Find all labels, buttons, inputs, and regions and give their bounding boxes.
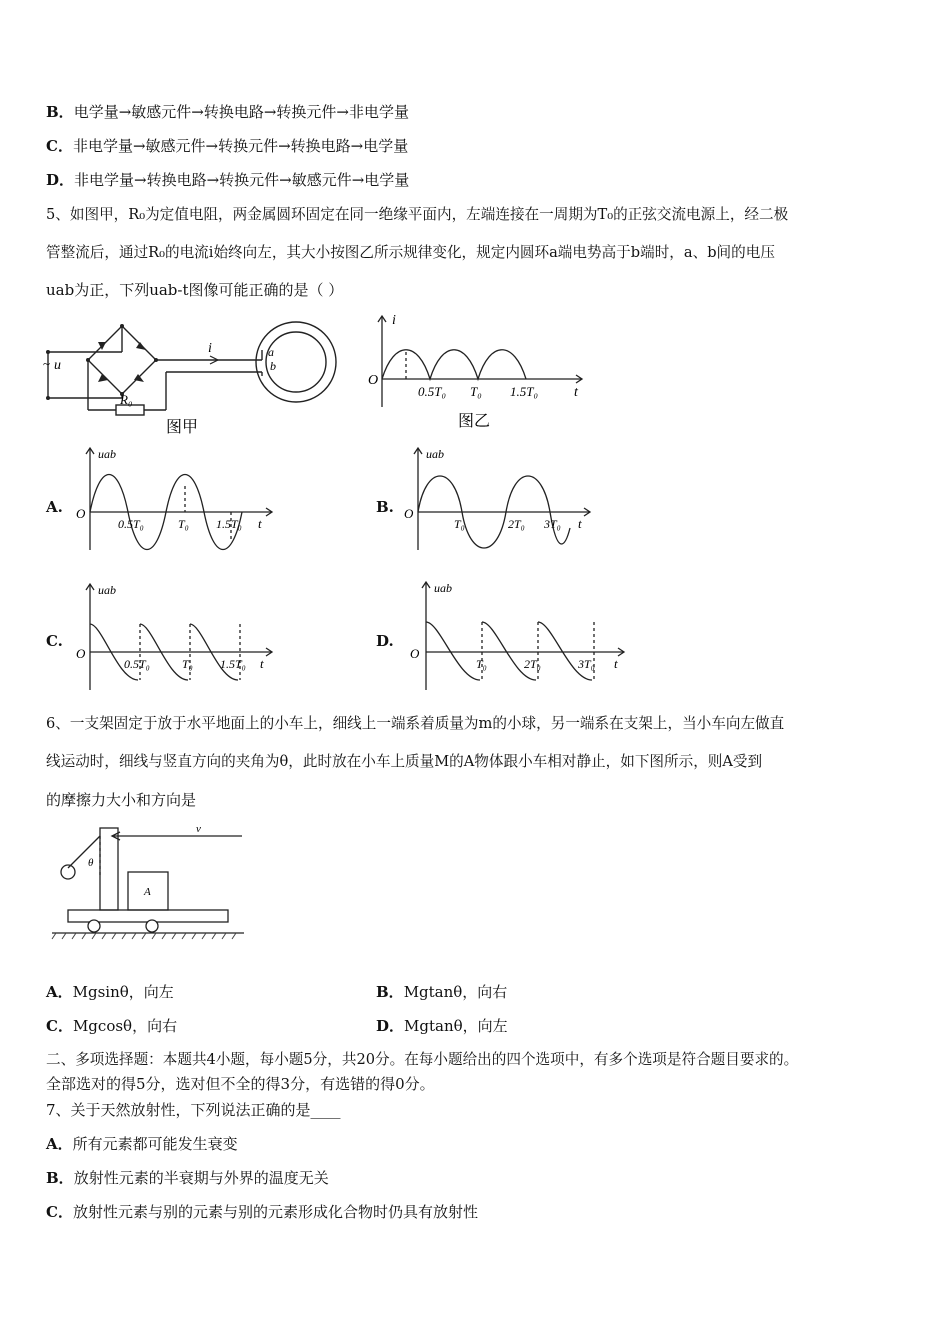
option-label: A． [46, 1135, 73, 1153]
option-text: 电学量→敏感元件→转换电路→转换元件→非电学量 [73, 103, 409, 121]
q5-option-c-label: C. [46, 632, 63, 650]
q6-stem-line2: 线运动时，细线与竖直方向的夹角为θ，此时放在小车上质量M的A物体跟小车相对静止，如下图所示，则A受到 [46, 753, 763, 770]
q5-stem-line3: uab为正，下列uab-t图像可能正确的是（ ） [46, 281, 344, 299]
option-text: 放射性元素与别的元素与别的元素形成化合物时仍具有放射性 [72, 1203, 478, 1221]
origin-label: O [404, 506, 414, 521]
q5-option-b-label: B. [376, 498, 394, 516]
option-text: Mgsinθ，向左 [72, 983, 174, 1001]
tick-label: 1.5T₀ [220, 657, 246, 671]
q5-option-a-label: A. [46, 498, 63, 516]
y-axis-label: uab [98, 583, 116, 597]
tick-label: T₀ [476, 657, 487, 671]
q5-stem-line1: 5、如图甲，R₀为定值电阻，两金属圆环固定在同一绝缘平面内，左端连接在一周期为T₀的正弦交流电源上，经二极 [46, 206, 789, 223]
section2-line1: 二、多项选择题：本题共4小题，每小题5分，共20分。在每小题给出的四个选项中，有多个选项是符合题目要求的。 [46, 1051, 799, 1068]
option-label: C． [46, 1017, 73, 1035]
figure-caption-yi: 图乙 [458, 413, 491, 430]
q4-option-c [46, 136, 408, 156]
terminal-a-label: a [268, 345, 274, 359]
block-a-label: A [144, 886, 151, 898]
q5-option-c-graph [72, 580, 282, 692]
q5-option-b-graph [400, 444, 600, 554]
x-axis-label: t [258, 516, 262, 531]
resistor-label: R₀ [120, 392, 133, 407]
option-text: 非电学量→敏感元件→转换元件→转换电路→电学量 [72, 137, 409, 155]
tick-label: 0.5T₀ [418, 384, 446, 399]
tick-label: 1.5T₀ [216, 517, 242, 531]
q4-option-b [46, 102, 409, 122]
figure-jia-circuit [40, 312, 340, 438]
q6-stem-line3: 的摩擦力大小和方向是 [46, 791, 197, 809]
q7-option-c [46, 1202, 478, 1222]
q6-cart-figure [48, 820, 248, 942]
origin-label: O [76, 506, 86, 521]
q5-option-d-label: D. [376, 632, 394, 650]
x-axis-label: t [614, 656, 618, 671]
option-label: B． [46, 103, 74, 121]
q6-option-c [46, 1016, 177, 1036]
tick-label: T₀ [454, 517, 465, 531]
option-text: 放射性元素的半衰期与外界的温度无关 [73, 1169, 329, 1187]
rectified-curve [382, 350, 526, 379]
q6-option-b [376, 982, 507, 1002]
origin-label: O [410, 646, 420, 661]
current-i-label: i [208, 341, 212, 356]
figure-yi-graph [362, 312, 592, 436]
tick-label: 2T₀ [508, 517, 525, 531]
tick-label: 0.5T₀ [124, 657, 150, 671]
option-label: B． [46, 1169, 74, 1187]
q6-option-a [46, 982, 174, 1002]
tick-label: 0.5T₀ [118, 517, 144, 531]
terminal-b-label: b [270, 359, 276, 373]
option-text: 所有元素都可能发生衰变 [72, 1135, 238, 1153]
option-text: 非电学量→转换电路→转换元件→敏感元件→电学量 [74, 171, 410, 189]
source-tilde: ~ [43, 356, 51, 371]
option-label: D． [376, 1017, 405, 1035]
q6-stem-line1: 6、一支架固定于放于水平地面上的小车上，细线上一端系着质量为m的小球，另一端系在支架上，当小车向左做直 [46, 715, 785, 732]
tick-label: T₀ [178, 517, 189, 531]
tick-label: 1.5T₀ [510, 384, 538, 399]
x-axis-label: t [260, 656, 264, 671]
option-label: A． [46, 983, 73, 1001]
origin-label: O [368, 373, 379, 388]
option-text: Mgcosθ，向右 [72, 1017, 178, 1035]
tick-label: T₀ [470, 384, 482, 399]
q4-option-d [46, 170, 409, 190]
source-u-label: u [54, 358, 61, 373]
option-label: B． [376, 983, 404, 1001]
q7-option-b [46, 1168, 329, 1188]
tick-label: 2T₀ [524, 657, 541, 671]
q6-option-d [376, 1016, 508, 1036]
x-axis-label: t [574, 385, 578, 400]
q7-option-a [46, 1134, 238, 1154]
figure-caption-jia: 图甲 [166, 419, 199, 436]
y-axis-label: uab [98, 447, 116, 461]
velocity-label: v [196, 823, 201, 835]
tick-label: T₀ [182, 657, 193, 671]
waveform [426, 622, 592, 680]
option-label: D． [46, 171, 75, 189]
option-label: C． [46, 137, 73, 155]
theta-label: θ [88, 857, 94, 869]
y-axis-label: uab [434, 581, 452, 595]
section2-line2: 全部选对的得5分，选对但不全的得3分，有选错的得0分。 [46, 1075, 435, 1093]
q5-option-d-graph [400, 578, 630, 692]
y-axis-label: i [392, 313, 396, 328]
option-text: Mgtanθ，向左 [404, 1017, 508, 1035]
option-text: Mgtanθ，向右 [403, 983, 508, 1001]
q5-option-a-graph [72, 444, 282, 554]
q7-stem: 7、关于天然放射性，下列说法正确的是____ [46, 1101, 341, 1119]
origin-label: O [76, 646, 86, 661]
x-axis-label: t [578, 516, 582, 531]
q5-stem-line2: 管整流后，通过R₀的电流i始终向左，其大小按图乙所示规律变化，规定内圆环a端电势高于b端时，a、b间的电压 [46, 244, 775, 261]
tick-label: 3T₀ [544, 517, 561, 531]
option-label: C． [46, 1203, 73, 1221]
tick-label: 3T₀ [578, 657, 595, 671]
y-axis-label: uab [426, 447, 444, 461]
